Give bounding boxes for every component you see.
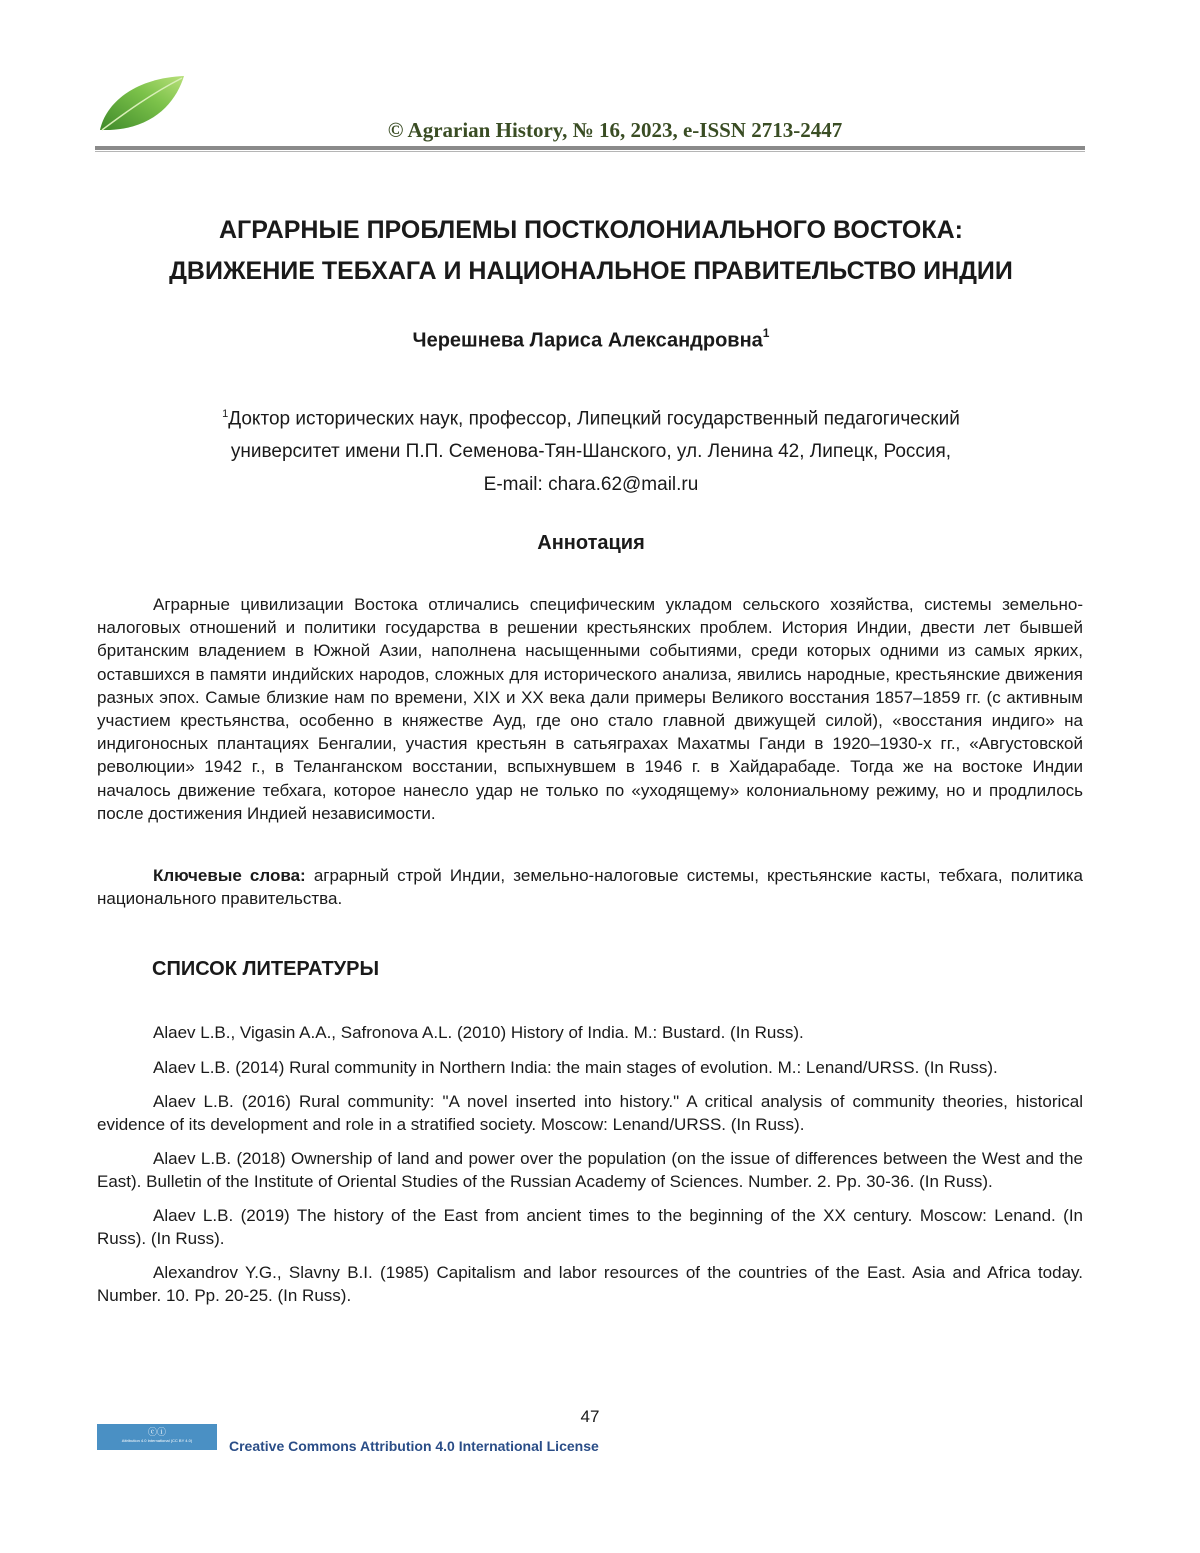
title-line-2: ДВИЖЕНИЕ ТЕБХАГА И НАЦИОНАЛЬНОЕ ПРАВИТЕЛЬСТВО ИНДИИ bbox=[169, 257, 1013, 285]
references-heading: СПИСОК ЛИТЕРАТУРЫ bbox=[152, 958, 380, 980]
cc-icon: ⓒⓘ bbox=[147, 1427, 166, 1437]
header-rule-thin bbox=[95, 151, 1085, 152]
header-rule bbox=[95, 146, 1085, 150]
article-title bbox=[96, 210, 1086, 292]
reference-item: Alaev L.B., Vigasin A.A., Safronova A.L. (2010) History of India. M.: Bustard. (In Russ). bbox=[153, 1023, 804, 1042]
page-number: 47 bbox=[580, 1407, 600, 1426]
affiliation-sup: 1 bbox=[222, 408, 229, 420]
reference-item: Alexandrov Y.G., Slavny B.I. (1985) Capitalism and labor resources of the countries of the East. Asia and Africa today. Number. 10. Pp. 20-25. (In Russ). bbox=[97, 1263, 1083, 1305]
license-text: Creative Commons Attribution 4.0 International License bbox=[229, 1438, 599, 1454]
author-sup: 1 bbox=[762, 326, 770, 340]
abstract-text: Аграрные цивилизации Востока отличались специфическим укладом сельского хозяйства, системы земельно-налоговых отношений и политики государства в решении крестьянских проблем. История Индии, двести лет бывшей британским владением в Южной Азии, наполнена насыщенными событиями, среди которых одними из самых ярких, оставшихся в памяти индийских народов, сложных для исторического анализа, явились народные, крестьянские движения разных эпох. Самые близкие нам по времени, XIX и XX века дали примеры Великого восстания 1857–1859 гг. (с активным участием крестьянства, особенно в княжестве Ауд, где оно стало главной движущей силой), «восстания индиго» на индигоносных плантациях Бенгалии, участия крестьян в сатьяграхах Махатмы Ганди в 1920–1930-х гг., «Августовской революции» 1942 г., в Теланганском восстании, вспыхнувшем в 1946 г. в Хайдарабаде. Тогда же на востоке Индии началось движение тебхага, которое нанесло удар не только по «уходящему» колониальному режиму, но и продлилось после достижения Индией независимости. bbox=[97, 595, 1083, 823]
affiliation-line-2: университет имени П.П. Семенова-Тян-Шанского, ул. Ленина 42, Липецк, Россия, bbox=[230, 441, 952, 463]
journal-header: © Agrarian History, № 16, 2023, e-ISSN 2713-2447 bbox=[387, 118, 843, 142]
reference-item: Alaev L.B. (2014) Rural community in Northern India: the main stages of evolution. M.: Lenand/URSS. (In Russ). bbox=[153, 1057, 998, 1077]
author-name: Черешнева Лариса Александровна bbox=[412, 329, 763, 352]
reference-item: Alaev L.B. (2018) Ownership of land and power over the population (on the issue of differences between the West and the East). Bulletin of the Institute of Oriental Studies of the Russian Academy of Sciences. Number. 2. Pp. 30-36. (In Russ). bbox=[97, 1149, 1083, 1191]
reference-item: Alaev L.B. (2016) Rural community: "A novel inserted into history." A critical analysis of community theories, historical evidence of its development and role in a stratified society. Moscow: Lenand/URSS. (In Russ). bbox=[97, 1092, 1083, 1134]
keywords-text: аграрный строй Индии, земельно-налоговые системы, крестьянские касты, тебхага, политика национального правительства. bbox=[97, 866, 1083, 909]
references-list bbox=[97, 1022, 1083, 1319]
title-line-1: АГРАРНЫЕ ПРОБЛЕМЫ ПОСТКОЛОНИАЛЬНОГО ВОСТОКА: bbox=[218, 216, 963, 244]
abstract-heading: Аннотация bbox=[537, 532, 645, 554]
reference-item: Alaev L.B. (2019) The history of the East from ancient times to the beginning of the XX century. Moscow: Lenand. (In Russ). (In Russ). bbox=[97, 1206, 1083, 1248]
affiliation-email: E-mail: chara.62@mail.ru bbox=[483, 474, 699, 496]
affiliation bbox=[96, 398, 1086, 501]
cc-badge-text: Attribution 4.0 International (CC BY 4.0) bbox=[121, 1438, 193, 1443]
cc-badge bbox=[97, 1424, 217, 1450]
keywords bbox=[97, 864, 1083, 910]
affiliation-line-1: $^1$Доктор исторических наук, профессор, Липецкий государственный педагогический bbox=[222, 408, 960, 430]
keywords-label: Ключевые слова: bbox=[153, 866, 306, 885]
author bbox=[96, 328, 1086, 353]
